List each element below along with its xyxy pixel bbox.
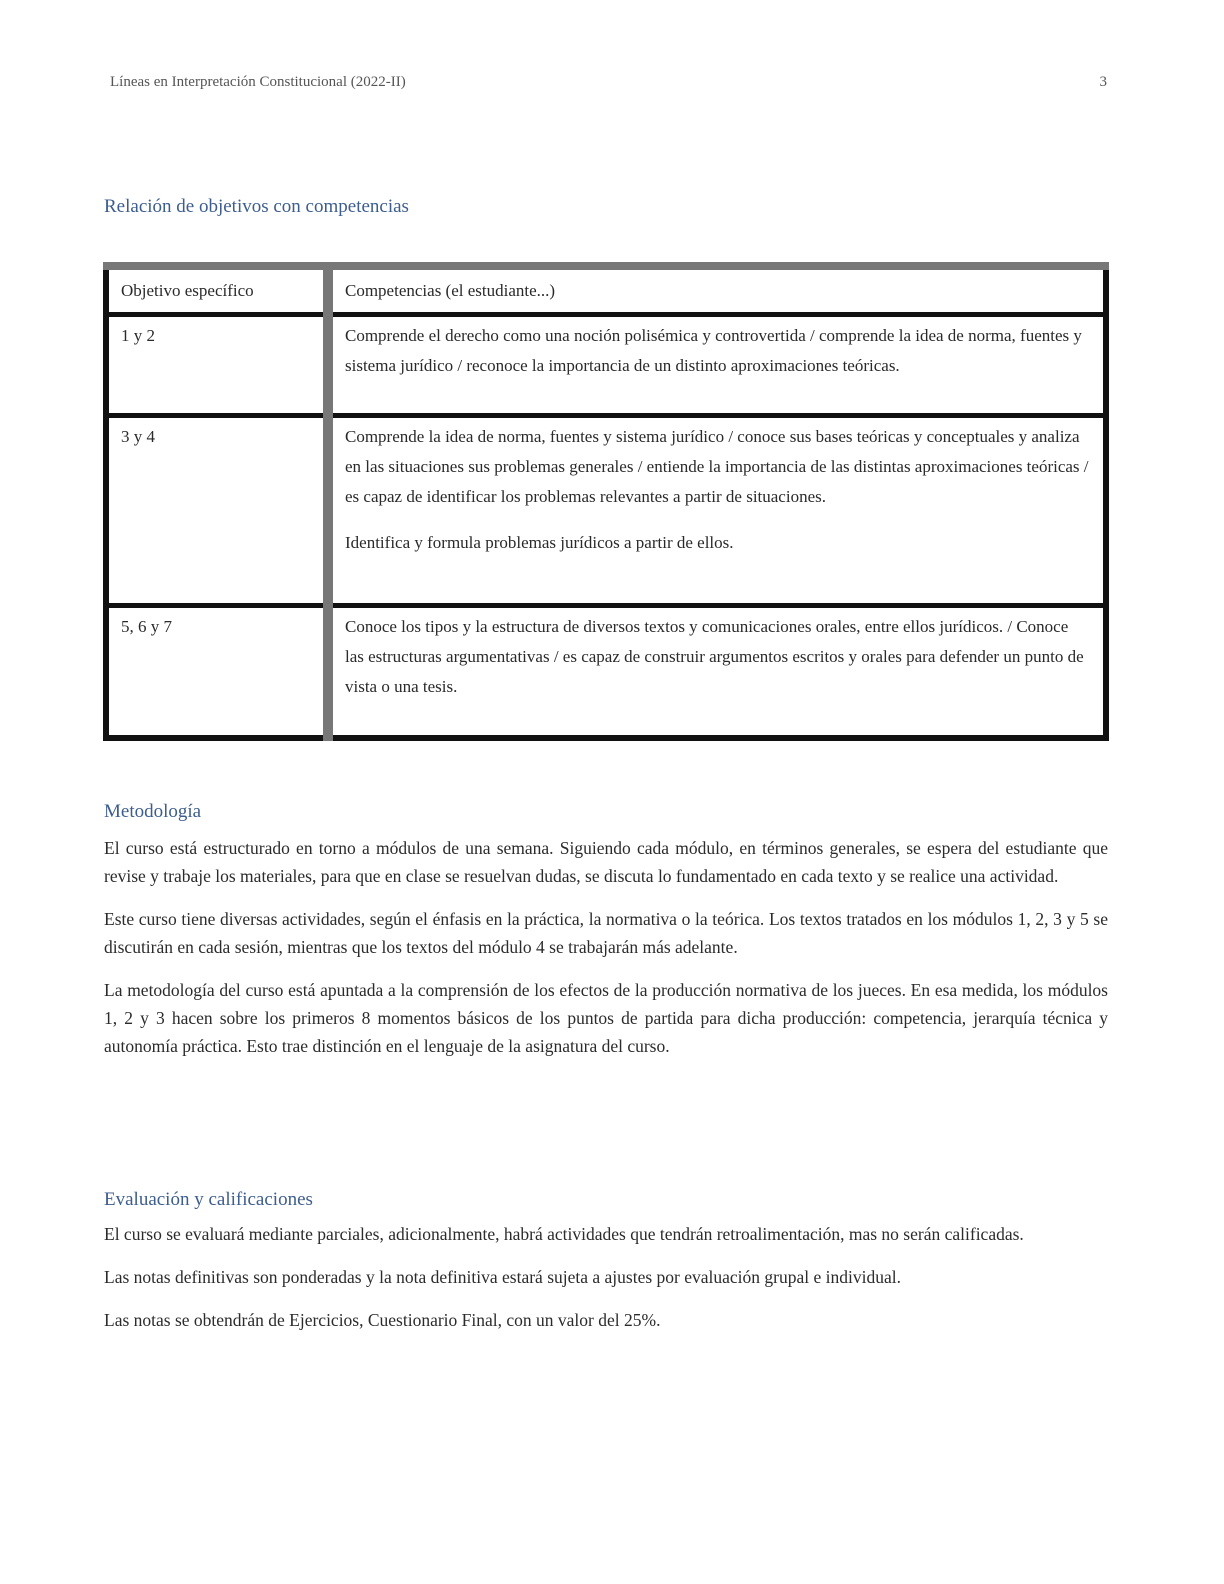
table-row	[106, 606, 1106, 738]
table-cell-objetivos: 1 y 2	[106, 315, 328, 416]
competencias-table-container	[103, 262, 1109, 741]
table-row	[106, 315, 1106, 416]
competencia-text: Conoce los tipos y la estructura de diversos textos y comunicaciones orales, entre ellos jurídicos. / Conoce las estructuras argumentativas / es capaz de construir argumentos escritos y orales para defender un punto de vista o una tesis.	[345, 617, 1084, 696]
paragraph: El curso está estructurado en torno a módulos de una semana. Siguiendo cada módulo, en términos generales, se espera del estudiante que revise y trabaje los materiales, para que en clase se resuelvan dudas, se discuta lo fundamentado en cada texto y se realice una actividad.	[104, 838, 1108, 886]
table-header-row	[106, 266, 1106, 315]
paragraph: Este curso tiene diversas actividades, según el énfasis en la práctica, la normativa o la teórica. Los textos tratados en los módulos 1, 2, 3 y 5 se discutirán en cada sesión, mientras que los textos del módulo 4 se trabajarán más adelante.	[104, 909, 1108, 957]
evaluacion-body	[104, 1220, 1108, 1349]
table-cell-competencias	[328, 315, 1106, 416]
table-cell-objetivos: 5, 6 y 7	[106, 606, 328, 738]
section-title-evaluacion: Evaluación y calificaciones	[104, 1189, 313, 1210]
table-header-objetivo: Objetivo específico	[106, 266, 328, 315]
competencias-table	[103, 262, 1109, 741]
competencia-text: Comprende la idea de norma, fuentes y sistema jurídico / conoce sus bases teóricas y conceptuales y analiza en las situaciones sus problemas generales / entiende la importancia de las distintas aproximaciones teóricas / es capaz de identificar los problemas relevantes a partir de situaciones.	[345, 427, 1089, 506]
page-header	[110, 74, 1107, 91]
metodologia-body	[104, 834, 1108, 1075]
section-title-objetivos: Relación de objetivos con competencias	[104, 196, 409, 217]
table-cell-competencias	[328, 416, 1106, 606]
paragraph: Las notas se obtendrán de Ejercicios, Cuestionario Final, con un valor del 25%.	[104, 1310, 661, 1330]
competencia-text: Identifica y formula problemas jurídicos a partir de ellos.	[345, 533, 734, 552]
header-title: Líneas en Interpretación Constitucional (2022-II)	[110, 74, 406, 90]
paragraph: La metodología del curso está apuntada a la comprensión de los efectos de la producción normativa de los jueces. En esa medida, los módulos 1, 2 y 3 hacen sobre los primeros 8 momentos básicos de los puntos de partida para dicha producción: competencia, jerarquía técnica y autonomía práctica. Esto trae distinción en el lenguaje de la asignatura del curso.	[104, 980, 1108, 1056]
table-row	[106, 416, 1106, 606]
table-cell-objetivos: 3 y 4	[106, 416, 328, 606]
page-number: 3	[1099, 74, 1107, 90]
table-header-competencias: Competencias (el estudiante...)	[328, 266, 1106, 315]
table-cell-competencias	[328, 606, 1106, 738]
section-title-metodologia: Metodología	[104, 801, 202, 822]
competencia-text: Comprende el derecho como una noción polisémica y controvertida / comprende la idea de norma, fuentes y sistema jurídico / reconoce la importancia de un distinto aproximaciones teóricas.	[345, 326, 1082, 375]
paragraph: Las notas definitivas son ponderadas y la nota definitiva estará sujeta a ajustes por evaluación grupal e individual.	[104, 1267, 901, 1287]
paragraph: El curso se evaluará mediante parciales, adicionalmente, habrá actividades que tendrán retroalimentación, mas no serán calificadas.	[104, 1224, 1024, 1244]
